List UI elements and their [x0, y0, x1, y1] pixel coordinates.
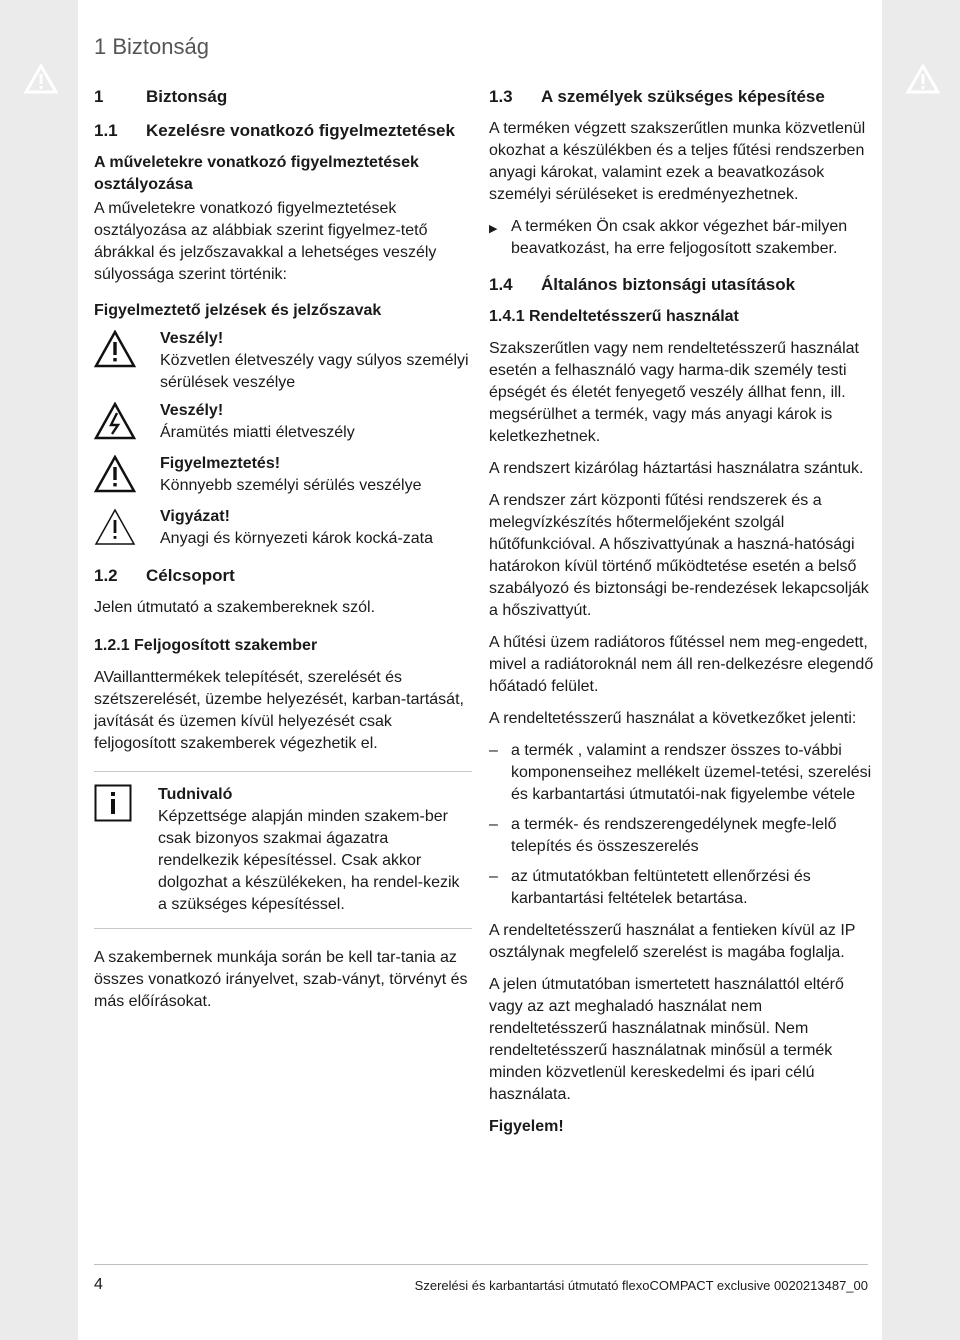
triangle-bullet-icon: ▶ [489, 223, 498, 235]
heading-title: Célcsoport [146, 566, 235, 585]
dash-marker: – [489, 742, 498, 759]
danger-triangle-icon [94, 328, 160, 394]
heading-1-2 [94, 565, 472, 587]
heading-1-1 [94, 120, 472, 142]
attention-triangle-icon [94, 506, 160, 553]
right-column [489, 86, 879, 1148]
paragraph-authorized-specialist: AVaillanttermékek telepítését, szerelését és szétszerelését, üzembe helyezését, karban-tartását, javítását és üzemen kívül helyezését csak feljogosított szakemberek végezhetik el. [94, 669, 464, 752]
note-title: Tudnivaló [158, 786, 233, 803]
heading-1-4-1: 1.4.1 Rendeltetésszerű használat [489, 308, 739, 325]
dash-text: a termék , valamint a rendszer összes to-vábbi komponenseihez mellékelt üzemel-tetési, szerelési és karbantartási útmutatói-nak figyelembe vétele [511, 742, 872, 803]
warning-text: Áramütés miatti életveszély [160, 424, 355, 441]
heading-number: 1.1 [94, 121, 118, 140]
electric-shock-triangle-icon [94, 400, 160, 447]
right-margin-band [882, 0, 960, 1340]
heading-1-4 [489, 274, 879, 296]
footer-divider [94, 1264, 868, 1265]
warning-title: Veszély! [160, 330, 224, 347]
heading-title: A személyek szükséges képesítése [541, 87, 825, 106]
warning-attention [94, 506, 472, 553]
warning-text: Könnyebb személyi sérülés veszélye [160, 477, 422, 494]
running-header: 1 Biztonság [94, 34, 209, 59]
heading-1 [94, 86, 472, 108]
heading-title: Általános biztonsági utasítások [541, 275, 796, 294]
attention-label: Figyelem! [489, 1118, 564, 1135]
paragraph-ip-class: A rendeltetésszerű használat a fentieken kívül az IP osztálynak megfelelő szerelést is magába foglalja. [489, 922, 856, 961]
paragraph-target-group: Jelen útmutató a szakembereknek szól. [94, 599, 376, 616]
bullet-text: A terméken Ön csak akkor végezhet bár-milyen beavatkozást, ha erre feljogosított szakember. [511, 218, 848, 257]
bullet-item [489, 216, 879, 260]
warning-caution [94, 453, 472, 500]
heading-title: Kezelésre vonatkozó figyelmeztetések [146, 121, 455, 140]
paragraph-regulations: A szakembernek munkája során be kell tar-tania az összes vonatkozó irányelvet, szab-ványt, törvényt és más előírásokat. [94, 949, 468, 1010]
heading-number: 1 [94, 87, 104, 106]
subheading-signal-words: Figyelmeztető jelzések és jelzőszavak [94, 302, 382, 319]
warning-triangle-icon [906, 64, 940, 99]
warning-title: Vigyázat! [160, 508, 230, 525]
paragraph-intended-use: Szakszerűtlen vagy nem rendeltetésszerű használat esetén a felhasználó vagy harma-dik személy testi épségét és életét fenyegető veszély állhat fenn, ill. megsérülhet a termék, vagy más anyagi károk is keletkezhetnek. [489, 340, 859, 445]
paragraph-classification: A műveletekre vonatkozó figyelmeztetések osztályozása az alábbiak szerint figyelmez-tető ábrákkal és jelzőszavakkal a lehetséges veszély súlyossága szerint történik: [94, 200, 437, 283]
dash-marker: – [489, 868, 498, 885]
paragraph-qualification: A terméken végzett szakszerűtlen munka közvetlenül okozhat a készülékben és a teljes fűtési rendszerben anyagi károkat, valamint ezek a beavatkozások személyi sérüléseket is eredményezhetnek. [489, 120, 866, 203]
warning-triangle-icon [24, 64, 58, 99]
warning-title: Figyelmeztetés! [160, 455, 281, 472]
warning-text: Közvetlen életveszély vagy súlyos személyi sérülések veszélye [160, 352, 469, 391]
warning-title: Veszély! [160, 402, 224, 419]
dash-marker: – [489, 816, 498, 833]
heading-1-3 [489, 86, 879, 108]
footer-title: Szerelési és karbantartási útmutató flexoCOMPACT exclusive 0020213487_00 [414, 1278, 868, 1293]
heading-number: 1.2 [94, 566, 118, 585]
paragraph-cooling: A hűtési üzem radiátoros fűtéssel nem meg-engedett, mivel a radiátoroknál nem áll ren-delkezésre elegendő hőátadó felület. [489, 634, 874, 695]
dash-item [489, 866, 879, 910]
left-margin-band [0, 0, 78, 1340]
paragraph-closed-system: A rendszer zárt központi fűtési rendszerek és a melegvízkészítés hőtermelőjeként szolgál hűtőfunkcióval. A hőszivattyúnak a haszná-hatósági határokon kívül történő működtetése esetén a belső szabályozó és biztonsági be-rendezések lekapcsolják a hőszivattyút. [489, 492, 869, 619]
heading-1-2-1: 1.2.1 Feljogosított szakember [94, 637, 318, 654]
dash-text: az útmutatókban feltüntetett ellenőrzési és karbantartási feltételek betartása. [511, 868, 811, 907]
paragraph-misuse: A jelen útmutatóban ismertetett használattól eltérő vagy az azt meghaladó használat nem rendeltetésszerű használatnak minősül. Nem rendeltetésszerű használatnak minősül a termék minden közvetlenül kereskedelmi és ipari célú használata. [489, 976, 844, 1103]
note-box [94, 771, 472, 929]
left-column [94, 86, 472, 1023]
paragraph-means: A rendeltetésszerű használat a következőket jelenti: [489, 710, 857, 727]
warning-electric [94, 400, 472, 447]
note-text: Képzettsége alapján minden szakem-ber csak bizonyos szakmai ágazatra rendelkezik képesítéssel. Csak akkor dolgozhat a készülékeken, ha rendel-kezik a szükséges képesítéssel. [158, 808, 460, 913]
warning-triangle-icon [94, 453, 160, 500]
page-number: 4 [94, 1276, 103, 1293]
subheading-classification: A műveletekre vonatkozó figyelmeztetések osztályozása [94, 154, 419, 193]
heading-number: 1.3 [489, 87, 513, 106]
heading-title: Biztonság [146, 87, 228, 106]
heading-number: 1.4 [489, 275, 513, 294]
warning-danger [94, 328, 472, 394]
paragraph-household: A rendszert kizárólag háztartási használatra szántuk. [489, 460, 864, 477]
warning-text: Anyagi és környezeti károk kocká-zata [160, 530, 434, 547]
dash-text: a termék- és rendszerengedélynek megfe-lelő telepítés és összeszerelés [511, 816, 837, 855]
dash-item [489, 814, 879, 858]
dash-item [489, 740, 879, 806]
info-icon [94, 784, 158, 916]
